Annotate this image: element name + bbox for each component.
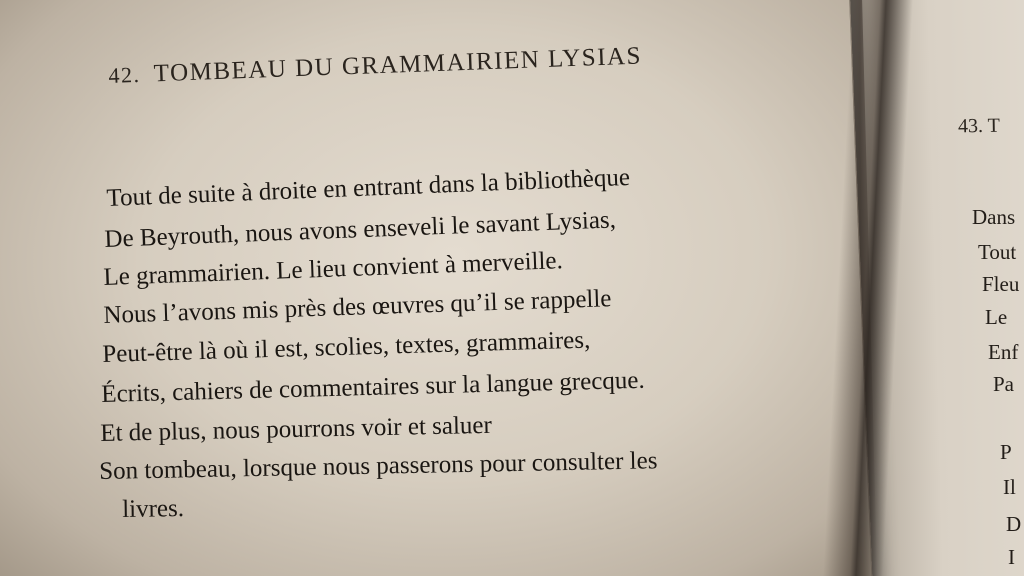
poem-line-1: Tout de suite à droite en entrant dans la bibliothèque bbox=[106, 163, 631, 212]
poem-line-7: Et de plus, nous pourrons voir et saluer bbox=[100, 411, 493, 447]
poem-line-3: Le grammairien. Le lieu convient à merveille. bbox=[103, 247, 564, 291]
poem-line-8: Son tombeau, lorsque nous passerons pour consulter les bbox=[99, 447, 658, 485]
right-line-7: P bbox=[1000, 440, 1012, 464]
right-line-5: Enf bbox=[988, 340, 1019, 364]
poem-line-4: Nous l’avons mis près des œuvres qu’il se rappelle bbox=[103, 285, 612, 329]
right-line-2: Tout bbox=[978, 240, 1017, 264]
poem-line-6: Écrits, cahiers de commentaires sur la langue grecque. bbox=[101, 366, 646, 408]
poem-line-2: De Beyrouth, nous avons enseveli le savant Lysias, bbox=[104, 206, 617, 253]
poem-title-text: TOMBEAU DU GRAMMAIRIEN LYSIAS bbox=[153, 42, 643, 88]
right-line-4: Le bbox=[985, 305, 1008, 329]
right-line-6: Pa bbox=[993, 372, 1014, 396]
poem-title bbox=[108, 42, 642, 90]
right-line-8: Il bbox=[1003, 475, 1016, 499]
right-line-3: Fleu bbox=[982, 272, 1020, 296]
poem-line-9: livres. bbox=[122, 495, 185, 523]
right-line-1: Dans bbox=[972, 205, 1016, 229]
poem-number: 42. bbox=[108, 61, 141, 88]
poem-line-5: Peut-être là où il est, scolies, textes, grammaires, bbox=[102, 326, 591, 368]
right-line-9: D bbox=[1006, 512, 1022, 536]
right-page-heading: 43. T bbox=[957, 114, 1001, 138]
right-line-10: I bbox=[1008, 545, 1015, 569]
